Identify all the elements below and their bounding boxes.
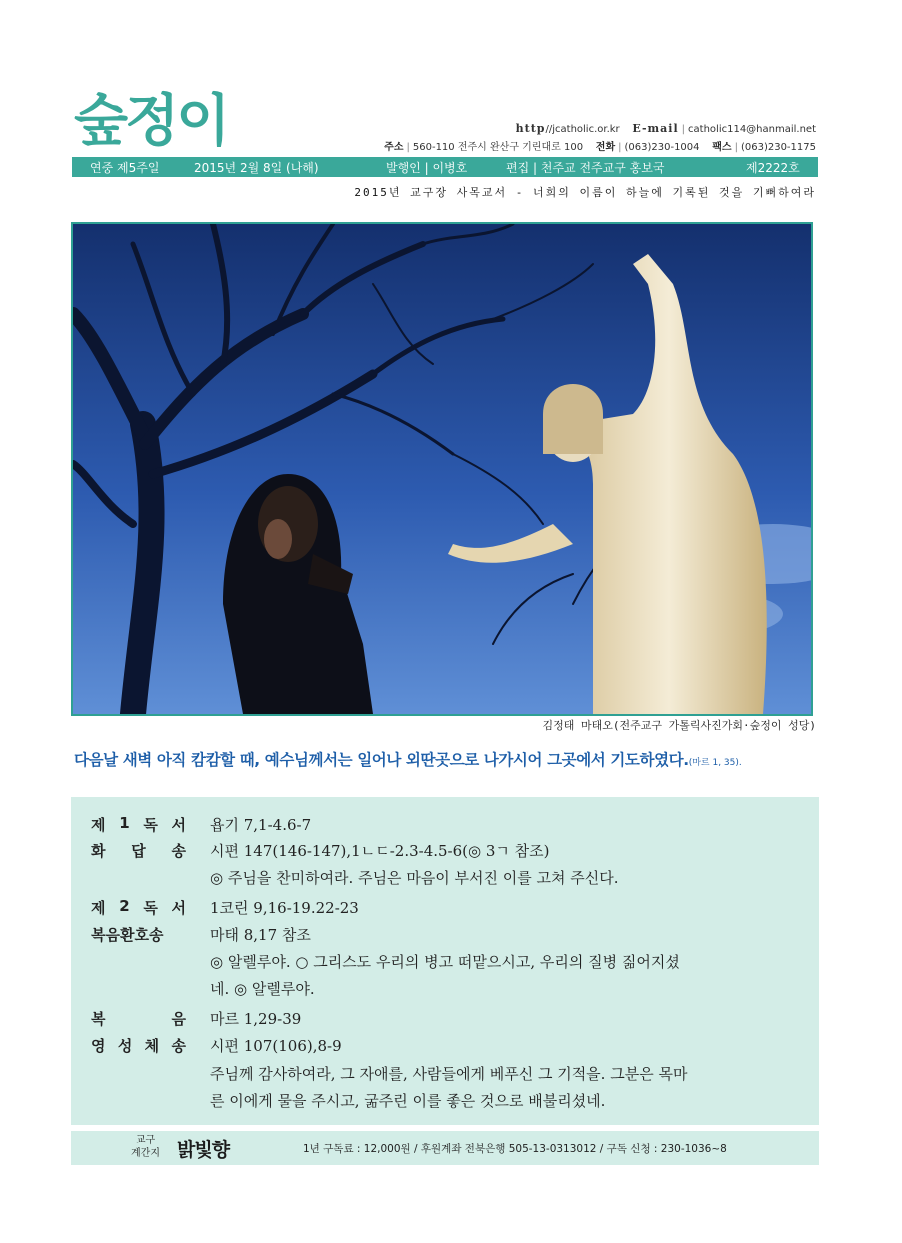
- pastoral-slogan: 2015년 교구장 사목교서 - 너희의 이름이 하늘에 기록된 것을 기뻐하여라: [354, 186, 816, 199]
- reading-label: 복음환호송: [91, 926, 164, 944]
- headline-text: 다음날 새벽 아직 캄캄할 때, 예수님께서는 일어나 외딴곳으로 나가시어 그곳에서 기도하였다.: [74, 751, 689, 769]
- reading-value: 시편 107(106),8-9: [210, 1037, 342, 1055]
- liturgical-week: 연중 제5주일: [90, 161, 160, 175]
- reading-value: 마르 1,29-39: [210, 1010, 302, 1028]
- address-label: 주소: [384, 142, 404, 153]
- headline-reference: (마르 1, 35).: [688, 758, 742, 768]
- email-value[interactable]: catholic114@hanmail.net: [688, 124, 816, 135]
- phone-label: 전화: [595, 142, 616, 153]
- subscription-info: 1년 구독료 : 12,000원 / 후원계좌 전북은행 505-13-0313012 / 구독 신청 : 230-1036~8: [303, 1143, 727, 1155]
- issue-date: 2015년 2월 8일 (나해): [194, 161, 319, 175]
- reading-continuation: ◎ 주님을 찬미하여라. 주님은 마음이 부서진 이를 고쳐 주신다.: [210, 869, 619, 887]
- reading-label: 복 음: [91, 1010, 186, 1028]
- issue-info-bar: [72, 157, 818, 177]
- reading-value: 욥기 7,1-4.6-7: [210, 816, 312, 834]
- web-value[interactable]: //jcatholic.or.kr: [545, 124, 620, 135]
- reading-continuation: 주님께 감사하여라, 그 자애를, 사람들에게 베푸신 그 기적을. 그분은 목마: [210, 1065, 688, 1083]
- photo-caption: 김정태 마태오(전주교구 가톨릭사진가회·숲정이 성당): [542, 719, 816, 732]
- reading-continuation: 네. ◎ 알렐루야.: [210, 980, 315, 998]
- reading-label: 영 성 체 송: [91, 1037, 186, 1055]
- reading-value: 마태 8,17 참조: [210, 926, 311, 944]
- address-value: 560-110 전주시 완산구 기린대로 100: [412, 142, 584, 153]
- fax-value: (063)230-1175: [740, 142, 816, 153]
- reading-continuation: 른 이에게 물을 주시고, 굶주린 이를 좋은 것으로 배불리셨네.: [210, 1092, 606, 1110]
- footer-brand: 밝빛향: [177, 1139, 230, 1161]
- cover-photo: [71, 222, 813, 716]
- editor: 편집 | 천주교 전주교구 홍보국: [506, 161, 665, 175]
- publisher: 발행인 | 이병호: [386, 161, 468, 175]
- gospel-headline: [74, 748, 742, 770]
- footer-publisher: [131, 1134, 160, 1160]
- footer-publisher-line2: 계간지: [131, 1148, 160, 1159]
- masthead-logo: [72, 86, 272, 152]
- fax-label: 팩스: [712, 142, 732, 153]
- footer-publisher-line1: 교구: [135, 1135, 156, 1146]
- reading-label: 화 답 송: [91, 842, 186, 860]
- photo-illustration: [73, 224, 811, 714]
- reading-continuation: ◎ 알렐루야. ○ 그리스도 우리의 병고 떠맡으시고, 우리의 질병 짊어지셨: [210, 953, 680, 971]
- reading-value: 시편 147(146-147),1ㄴㄷ-2.3-4.5-6(◎ 3ㄱ 참조): [210, 842, 550, 860]
- contact-address: 주소 | 560-110 전주시 완산구 기린대로 100 전화 | (063)230-1004 팩스 | (063)230-1175: [384, 142, 816, 153]
- issue-number: 제2222호: [746, 161, 800, 175]
- web-label: http: [515, 122, 546, 135]
- email-label: E-mail: [632, 122, 679, 135]
- footer-bar: [71, 1131, 819, 1165]
- reading-label: 제 1 독 서: [91, 814, 186, 834]
- readings-panel: [71, 797, 819, 1125]
- masthead-title: 숲정이: [74, 89, 228, 152]
- reading-value: 1코린 9,16-19.22-23: [210, 899, 359, 917]
- contact-web-email: http//jcatholic.or.kr E-mail | catholic114@hanmail.net: [515, 122, 816, 135]
- phone-value: (063)230-1004: [624, 142, 700, 153]
- reading-label: 제 2 독 서: [91, 897, 186, 917]
